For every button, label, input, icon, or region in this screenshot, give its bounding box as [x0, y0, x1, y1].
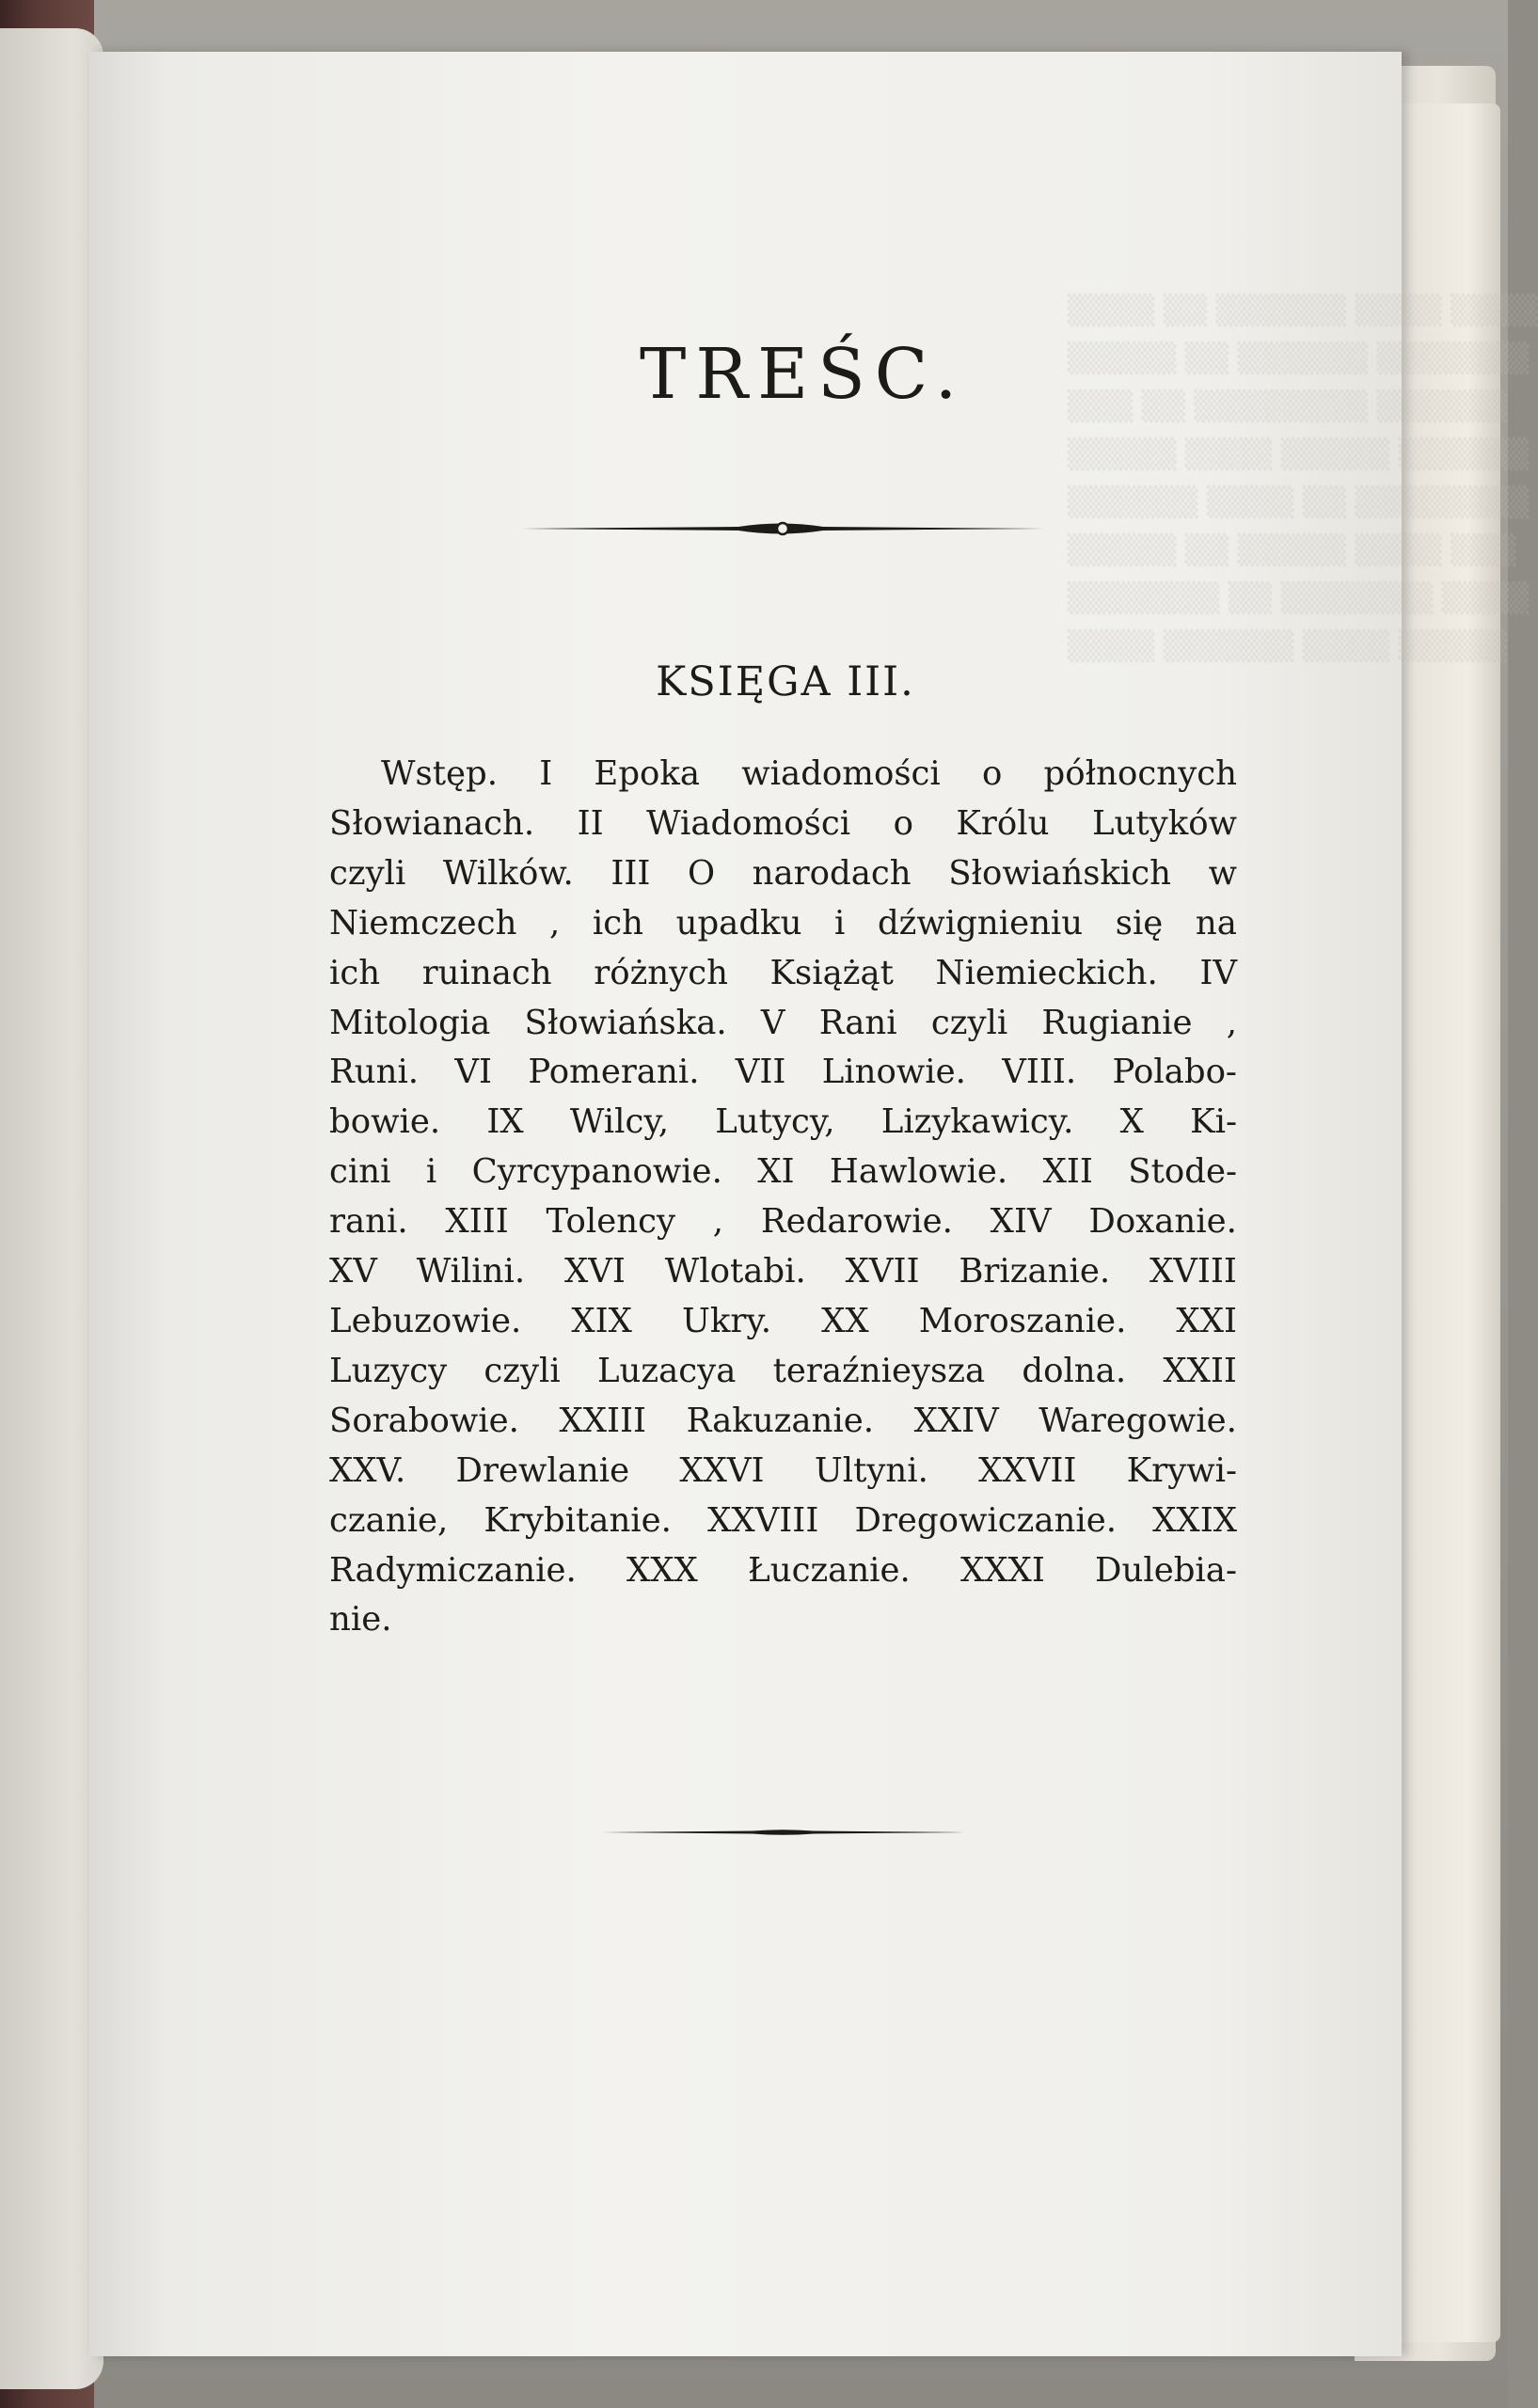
- toc-word: XXVIII: [707, 1500, 819, 1540]
- toc-word: i: [425, 1152, 437, 1192]
- toc-word: VII: [735, 1053, 786, 1092]
- toc-line: [329, 1297, 1237, 1347]
- toc-word: Wilcy,: [569, 1102, 669, 1142]
- toc-word: Moroszanie.: [918, 1301, 1127, 1340]
- toc-word: XXII: [1163, 1351, 1237, 1390]
- toc-word: XXI: [1176, 1301, 1237, 1340]
- toc-line: [329, 949, 1237, 999]
- toc-word: Polabo-: [1112, 1053, 1237, 1092]
- toc-word: Królu: [956, 803, 1050, 843]
- toc-word: Radymiczanie.: [329, 1550, 577, 1590]
- toc-line: [329, 1347, 1237, 1397]
- toc-word: dźwignieniu: [877, 903, 1084, 943]
- toc-word: Epoka: [594, 754, 701, 793]
- toc-word: wiadomości: [741, 754, 941, 793]
- toc-word: Luzacya: [596, 1351, 737, 1390]
- toc-word: Niemczech: [329, 903, 517, 943]
- toc-word: Wilków.: [442, 853, 574, 893]
- toc-word: Lutycy,: [715, 1102, 835, 1142]
- toc-word: czyli: [484, 1351, 561, 1390]
- toc-word: ,: [549, 903, 561, 943]
- toc-word: VIII.: [1002, 1053, 1077, 1092]
- toc-word: różnych: [594, 953, 728, 992]
- toc-word: Wiadomości: [646, 803, 851, 843]
- toc-word: teraźnieysza: [772, 1351, 986, 1390]
- page-title: TREŚC.: [640, 334, 967, 415]
- toc-word: Wlotabi.: [664, 1252, 806, 1291]
- show-through-texture: ▒▒▒▒ ▒▒ ▒▒▒▒▒▒ ▒▒▒▒ ▒▒▒▒ ▒▒▒▒▒ ▒▒ ▒▒▒▒▒▒ ▒▒▒▒▒▒▒ ▒▒▒ ▒▒ ▒▒▒▒▒▒▒▒ ▒▒▒▒▒▒ ▒▒▒▒▒ ▒▒▒▒ ▒▒▒▒▒ ▒▒▒▒▒▒ ▒▒▒▒▒▒ ▒▒▒▒ ▒▒ ▒▒▒▒▒▒▒▒ ▒▒▒▒▒ ▒▒ ▒▒▒▒▒ ▒▒▒▒ ▒▒▒ ▒▒▒▒▒▒▒ ▒▒ ▒▒▒▒▒▒▒ ▒▒▒▒ ▒▒▒▒ ▒▒▒▒▒▒ ▒▒▒▒ ▒▒▒▒▒: [1068, 294, 1538, 663]
- toc-word: III: [610, 853, 651, 893]
- toc-word: Słowiańska.: [524, 1003, 727, 1042]
- toc-line: [329, 1048, 1237, 1098]
- toc-word: Waregowie.: [1039, 1401, 1237, 1440]
- toc-word: XXIX: [1152, 1500, 1237, 1540]
- toc-word: się: [1115, 903, 1164, 943]
- toc-word: Doxanie.: [1088, 1202, 1237, 1242]
- toc-word: czyli: [329, 853, 406, 893]
- toc-word: rani.: [329, 1202, 408, 1242]
- toc-line: [329, 1447, 1237, 1497]
- toc-word: Ukry.: [681, 1301, 772, 1340]
- toc-word: IV: [1199, 953, 1237, 992]
- toc-word: XV: [329, 1252, 377, 1291]
- toc-line: [329, 1397, 1237, 1447]
- toc-word: I: [539, 754, 553, 793]
- toc-word: XVI: [563, 1252, 626, 1291]
- toc-word: upadku: [675, 903, 802, 943]
- toc-word: ,: [1226, 1003, 1237, 1042]
- toc-word: Dulebia-: [1095, 1550, 1237, 1590]
- toc-word: cini: [329, 1152, 391, 1192]
- toc-word: i: [834, 903, 846, 943]
- toc-line: [329, 750, 1237, 800]
- toc-word: XIV: [990, 1202, 1052, 1242]
- toc-word: czanie,: [329, 1500, 449, 1540]
- toc-word: ruinach: [421, 953, 552, 992]
- toc-word: Książąt: [769, 953, 894, 992]
- toc-word: Rani: [818, 1003, 897, 1042]
- toc-word: bowie.: [329, 1102, 441, 1142]
- toc-word: Tolency: [546, 1202, 676, 1242]
- toc-line: [329, 1546, 1237, 1596]
- toc-word: ,: [712, 1202, 724, 1242]
- toc-word: XXXI: [960, 1550, 1045, 1590]
- toc-word: w: [1208, 853, 1237, 893]
- toc-word: Runi.: [329, 1053, 420, 1092]
- toc-word: Hawlowie.: [829, 1152, 1008, 1192]
- toc-word: XX: [821, 1301, 869, 1340]
- toc-word: XVIII: [1149, 1252, 1237, 1291]
- section-heading: KSIĘGA III.: [656, 658, 915, 705]
- toc-word: VI: [454, 1053, 493, 1092]
- toc-word: XII: [1042, 1152, 1093, 1192]
- toc-word: Ki-: [1190, 1102, 1237, 1142]
- toc-word: O: [688, 853, 716, 893]
- toc-word: XXIV: [913, 1401, 999, 1440]
- toc-word: Stode-: [1128, 1152, 1237, 1192]
- toc-word: Rakuzanie.: [686, 1401, 875, 1440]
- left-page-edge: [0, 28, 103, 2389]
- toc-word: Lebuzowie.: [329, 1301, 522, 1340]
- toc-word: IX: [486, 1102, 524, 1142]
- toc-word: Redarowie.: [760, 1202, 953, 1242]
- toc-word: XVII: [845, 1252, 920, 1291]
- toc-line: [329, 899, 1237, 949]
- toc-word: ich: [592, 903, 643, 943]
- toc-word: Mitologia: [329, 1003, 491, 1042]
- toc-word: Słowiańskich: [948, 853, 1172, 893]
- toc-word: Lizykawicy.: [880, 1102, 1074, 1142]
- toc-line: [329, 1148, 1237, 1197]
- ornamental-rule-top: [522, 517, 1044, 540]
- toc-word: XIII: [445, 1202, 509, 1242]
- toc-word: o: [981, 754, 1003, 793]
- toc-word: Brizanie.: [959, 1252, 1111, 1291]
- toc-word: dolna.: [1022, 1351, 1127, 1390]
- toc-word: Luzycy: [329, 1351, 448, 1390]
- toc-word: Dregowiczanie.: [854, 1500, 1118, 1540]
- toc-word: Ultyni.: [814, 1450, 928, 1490]
- toc-word: XXVII: [978, 1450, 1077, 1490]
- toc-word: V: [760, 1003, 785, 1042]
- book-page: [89, 52, 1538, 2356]
- toc-line: [329, 999, 1237, 1049]
- toc-word: XXX: [626, 1550, 698, 1590]
- toc-word: Wilini.: [416, 1252, 526, 1291]
- toc-word: o: [893, 803, 913, 843]
- toc-word: II: [577, 803, 604, 843]
- toc-word: Pomerani.: [528, 1053, 700, 1092]
- toc-word: Krywi-: [1126, 1450, 1237, 1490]
- toc-word: XIX: [571, 1301, 632, 1340]
- toc-line: [329, 800, 1237, 849]
- toc-word: Słowianach.: [329, 803, 535, 843]
- toc-word: ich: [329, 953, 381, 992]
- toc-line: [329, 1098, 1237, 1148]
- toc-word: XXV.: [329, 1450, 406, 1490]
- toc-word: XI: [757, 1152, 795, 1192]
- toc-word: Drewlanie: [455, 1450, 630, 1490]
- toc-word: północnych: [1043, 754, 1237, 793]
- toc-word: Lutyków: [1091, 803, 1237, 843]
- toc-line-last: nie.: [329, 1600, 392, 1640]
- toc-word: Linowie.: [821, 1053, 966, 1092]
- toc-word: Niemieckich.: [935, 953, 1158, 992]
- toc-word: Łuczanie.: [747, 1550, 911, 1590]
- toc-word: Sorabowie.: [329, 1401, 519, 1440]
- toc-word: X: [1119, 1102, 1144, 1142]
- toc-word: Wstęp.: [381, 754, 498, 793]
- toc-line: [329, 849, 1237, 899]
- table-of-contents: [329, 750, 1237, 1645]
- toc-word: czyli: [930, 1003, 1008, 1042]
- toc-word: XXIII: [559, 1401, 647, 1440]
- toc-word: XXVI: [679, 1450, 765, 1490]
- toc-line: [329, 1247, 1237, 1297]
- toc-word: narodach: [752, 853, 912, 893]
- ornamental-rule-bottom: [602, 1825, 964, 1840]
- toc-word: Cyrcypanowie.: [471, 1152, 722, 1192]
- toc-word: Rugianie: [1041, 1003, 1193, 1042]
- toc-line: [329, 1497, 1237, 1546]
- toc-word: na: [1195, 903, 1237, 943]
- toc-word: Krybitanie.: [484, 1500, 672, 1540]
- toc-line: [329, 1197, 1237, 1247]
